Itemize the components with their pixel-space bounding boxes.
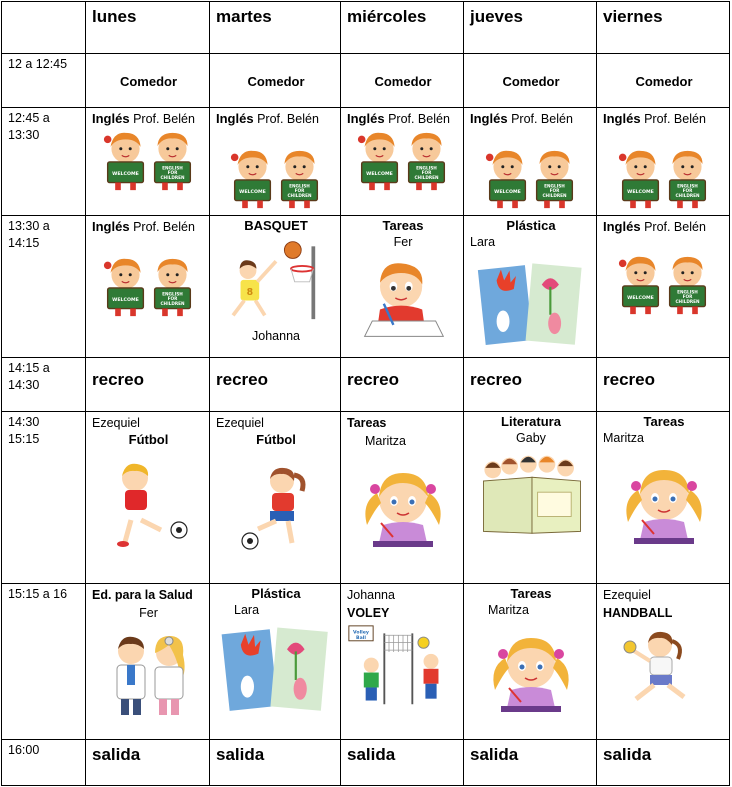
time-cell (2, 740, 86, 786)
girl-studying-illustration (481, 625, 581, 721)
schedule-cell (464, 108, 597, 216)
schedule-cell (86, 412, 210, 584)
time-label: 15:15 a 16 (8, 587, 68, 601)
english-kids-illustration (614, 148, 714, 210)
schedule-cell (86, 584, 210, 740)
schedule-cell (210, 108, 341, 216)
subject-label: Plástica (506, 218, 556, 233)
teacher-label: Johanna (252, 329, 300, 343)
header-day-martes (210, 2, 341, 54)
girl-studying-illustration (614, 457, 714, 553)
teacher-label: Prof. Belén (644, 112, 706, 126)
schedule-cell (86, 740, 210, 786)
time-label: 14:15 a 14:30 (8, 361, 50, 392)
subject-label: Plástica (251, 586, 301, 601)
english-kids-illustration (614, 254, 714, 316)
time-cell (2, 216, 86, 358)
activity-label: recreo (92, 370, 144, 389)
schedule-cell (341, 216, 464, 358)
schedule-cell (341, 412, 464, 584)
subject-label: Fútbol (256, 432, 296, 447)
time-cell (2, 108, 86, 216)
header-row (2, 2, 730, 54)
schedule-cell (210, 740, 341, 786)
teacher-label: Lara (234, 603, 260, 617)
teacher-label: Prof. Belén (133, 112, 195, 126)
schedule-cell (597, 108, 730, 216)
schedule-cell (86, 358, 210, 412)
schedule-cell (597, 358, 730, 412)
subject-label: BASQUET (244, 218, 308, 233)
subject-label: Inglés (92, 111, 130, 126)
subject-label: Inglés (603, 111, 641, 126)
volleyball-illustration (347, 622, 459, 710)
teacher-label: Maritza (365, 434, 406, 448)
subject-label: HANDBALL (603, 606, 673, 620)
schedule-cell (210, 412, 341, 584)
schedule-cell (341, 108, 464, 216)
corner-cell (2, 2, 86, 54)
activity-label: Comedor (635, 74, 693, 89)
subject-label: Inglés (603, 219, 641, 234)
activity-label: recreo (470, 370, 522, 389)
activity-label: salida (216, 745, 265, 764)
activity-label: salida (92, 745, 141, 764)
girl-studying-illustration (353, 460, 453, 556)
teacher-label: Prof. Belén (388, 112, 450, 126)
time-label: 12:45 a 13:30 (8, 111, 50, 142)
handball-illustration (614, 624, 714, 716)
schedule-cell (210, 358, 341, 412)
time-label: 15:15 (8, 432, 40, 446)
day-label: viernes (603, 7, 663, 26)
time-cell (2, 358, 86, 412)
art-handprints-illustration (471, 261, 591, 347)
schedule-cell (597, 412, 730, 584)
teacher-label: Ezequiel (603, 588, 651, 602)
schedule-cell (341, 584, 464, 740)
time-label: 13:30 a 14:15 (8, 219, 50, 250)
day-label: jueves (470, 7, 523, 26)
schedule-cell (341, 358, 464, 412)
english-kids-illustration (226, 148, 326, 210)
subject-label: Inglés (216, 111, 254, 126)
header-day-lunes (86, 2, 210, 54)
schedule-cell (210, 54, 341, 108)
header-day-miercoles (341, 2, 464, 54)
teacher-label: Fer (393, 235, 413, 249)
table-row (2, 54, 730, 108)
teacher-label: Ezequiel (216, 416, 264, 430)
art-handprints-illustration (216, 625, 336, 713)
soccer-boy-illustration (99, 453, 199, 557)
activity-label: salida (603, 745, 652, 764)
day-label: lunes (92, 7, 137, 26)
teacher-label: Prof. Belén (644, 220, 706, 234)
schedule-cell (464, 54, 597, 108)
schedule-cell (464, 584, 597, 740)
schedule-cell (464, 740, 597, 786)
schedule-cell (86, 108, 210, 216)
table-row (2, 216, 730, 358)
activity-label: salida (347, 745, 396, 764)
day-label: martes (216, 7, 272, 26)
time-label: 12 a 12:45 (8, 57, 68, 71)
doctors-illustration (99, 626, 199, 726)
time-label: 16:00 (8, 743, 40, 757)
teacher-label: Fer (139, 606, 158, 620)
activity-label: Comedor (502, 74, 560, 89)
activity-label: recreo (603, 370, 655, 389)
header-day-viernes (597, 2, 730, 54)
activity-label: recreo (216, 370, 268, 389)
teacher-label: Johanna (347, 588, 395, 602)
table-row (2, 358, 730, 412)
teacher-label: Prof. Belén (133, 220, 195, 234)
subject-label: Ed. para la Salud (92, 588, 193, 602)
activity-label: salida (470, 745, 519, 764)
schedule-cell (597, 216, 730, 358)
schedule-cell (341, 740, 464, 786)
english-kids-illustration (100, 256, 198, 318)
activity-label: recreo (347, 370, 399, 389)
time-cell (2, 54, 86, 108)
day-label: miércoles (347, 7, 427, 26)
schedule-cell (86, 54, 210, 108)
activity-label: Comedor (374, 74, 432, 89)
english-kids-illustration (354, 130, 452, 192)
teacher-label: Ezequiel (92, 416, 140, 430)
table-row (2, 412, 730, 584)
teacher-label: Maritza (603, 431, 644, 445)
subject-label: Literatura (501, 414, 561, 429)
teacher-label: Gaby (516, 431, 546, 445)
teacher-label: Lara (470, 235, 496, 249)
english-kids-illustration (100, 130, 198, 192)
teacher-label: Prof. Belén (511, 112, 573, 126)
time-cell (2, 412, 86, 584)
boy-writing-illustration (355, 253, 451, 341)
subject-label: Tareas (643, 414, 685, 429)
subject-label: VOLEY (347, 606, 390, 620)
time-label: 14:30 (8, 415, 40, 429)
reading-kids-illustration (470, 453, 594, 537)
subject-label: Inglés (347, 111, 385, 126)
subject-label: Tareas (510, 586, 552, 601)
soccer-girl-illustration (226, 453, 326, 563)
subject-label: Inglés (470, 111, 508, 126)
schedule-cell (86, 216, 210, 358)
schedule-cell (597, 54, 730, 108)
basketball-illustration (218, 237, 334, 321)
table-row (2, 108, 730, 216)
activity-label: Comedor (247, 74, 305, 89)
schedule-cell (597, 584, 730, 740)
schedule-cell (464, 358, 597, 412)
schedule-cell (597, 740, 730, 786)
time-cell (2, 584, 86, 740)
schedule-cell (464, 412, 597, 584)
table-row (2, 740, 730, 786)
subject-label: Fútbol (128, 432, 169, 447)
teacher-label: Prof. Belén (257, 112, 319, 126)
subject-label: Tareas (382, 218, 424, 233)
activity-label: Comedor (119, 74, 178, 89)
schedule-cell (210, 584, 341, 740)
table-row (2, 584, 730, 740)
schedule-table (1, 1, 730, 786)
header-day-jueves (464, 2, 597, 54)
schedule-cell (464, 216, 597, 358)
teacher-label: Maritza (488, 603, 529, 617)
schedule-cell (341, 54, 464, 108)
english-kids-illustration (481, 148, 581, 210)
schedule-cell (210, 216, 341, 358)
subject-label: Tareas (347, 416, 387, 430)
subject-label: Inglés (92, 219, 130, 234)
